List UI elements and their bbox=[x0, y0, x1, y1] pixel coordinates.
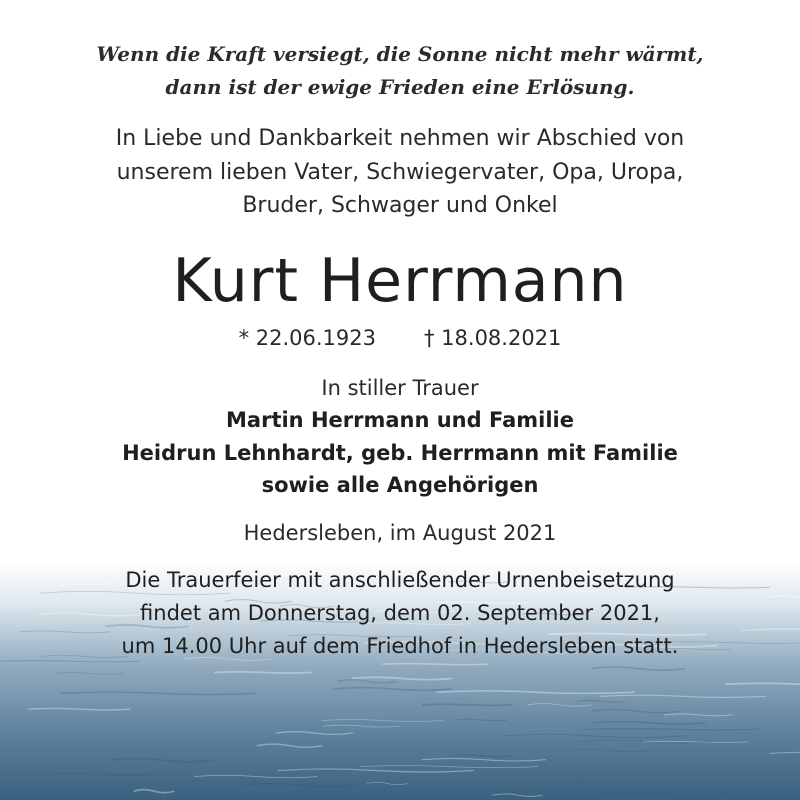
intro-line-2: unserem lieben Vater, Schwiegervater, Opa, Uropa, bbox=[116, 160, 684, 185]
quote-line-1: Wenn die Kraft versiegt, die Sonne nicht mehr wärmt, bbox=[96, 42, 704, 66]
death-date: † 18.08.2021 bbox=[424, 326, 562, 350]
intro-line-1: In Liebe und Dankbarkeit nehmen wir Abschied von bbox=[115, 126, 685, 151]
life-dates bbox=[0, 326, 800, 350]
ceremony-line-2: findet am Donnerstag, dem 02. September 2021, bbox=[140, 601, 660, 625]
quote-line-2: dann ist der ewige Frieden eine Erlösung. bbox=[165, 75, 635, 99]
ceremony-line-1: Die Trauerfeier mit anschließender Urnenbeisetzung bbox=[125, 568, 675, 592]
mourner-line-2: Heidrun Lehnhardt, geb. Herrmann mit Familie bbox=[122, 441, 678, 465]
birth-date: * 22.06.1923 bbox=[238, 326, 376, 350]
deceased-name: Kurt Herrmann bbox=[172, 246, 628, 316]
water-ripple bbox=[422, 704, 512, 705]
intro-line-3: Bruder, Schwager und Onkel bbox=[242, 193, 558, 218]
water-background-image bbox=[0, 560, 800, 800]
mourner-line-3: sowie alle Angehörigen bbox=[261, 473, 539, 497]
mourning-heading: In stiller Trauer bbox=[321, 376, 479, 400]
place-date: Hedersleben, im August 2021 bbox=[243, 521, 557, 545]
ceremony-line-3: um 14.00 Uhr auf dem Friedhof in Hedersleben statt. bbox=[121, 634, 679, 658]
mourner-line-1: Martin Herrmann und Familie bbox=[226, 408, 574, 432]
